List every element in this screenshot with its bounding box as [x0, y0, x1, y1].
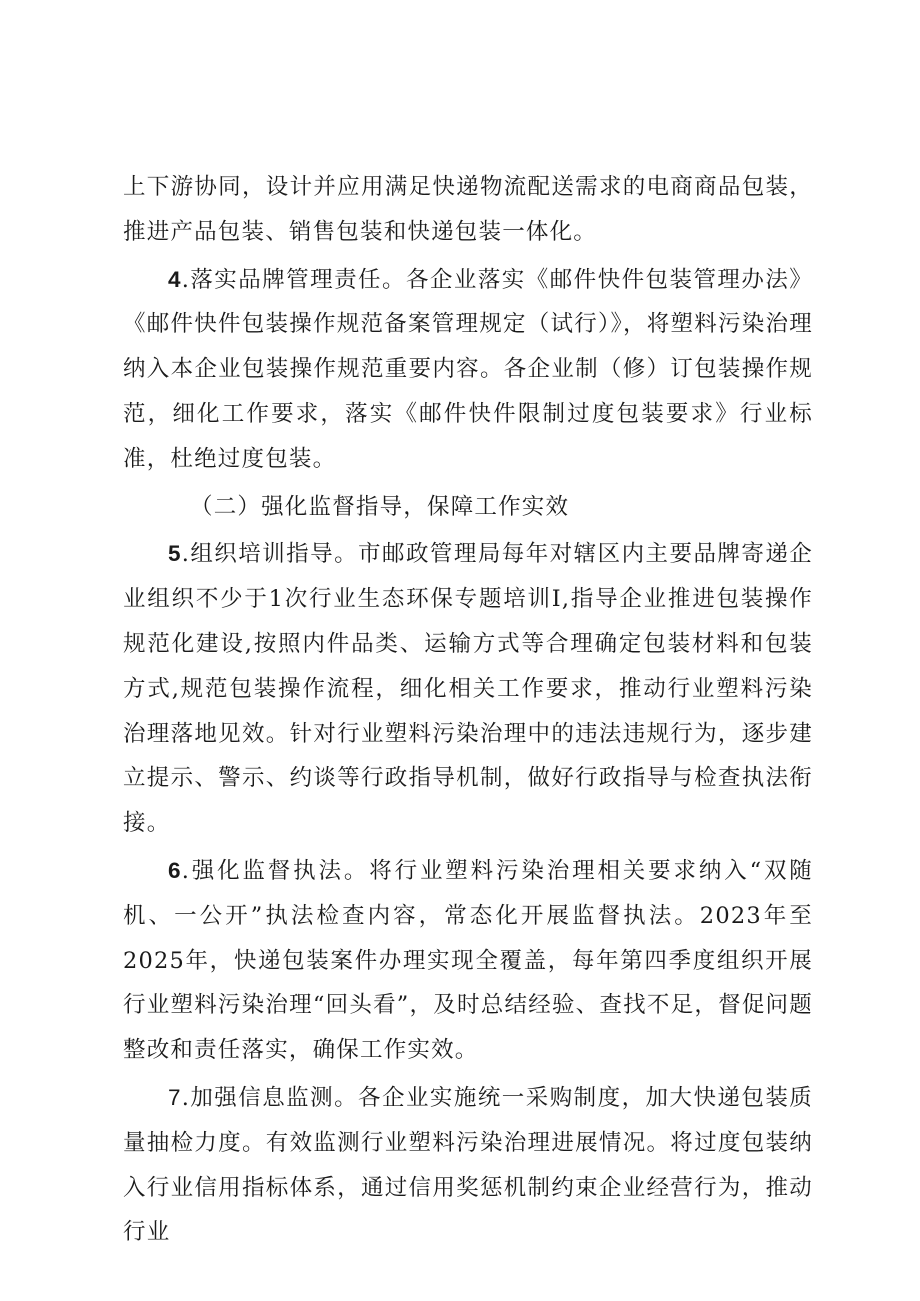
paragraph-continuation: 上下游协同，设计并应用满足快递物流配送需求的电商商品包装，推进产品包装、销售包装和快递包装一体化。 [123, 174, 813, 245]
item-text-4: .落实品牌管理责任。各企业落实《邮件快件包装管理办法》《邮件快件包装操作规范备案管理规定（试行）》，将塑料污染治理纳入本企业包装操作规范重要内容。各企业制（修）订包装操作规范，细化工作要求，落实《邮件快件限制过度包装要求》行业标准，杜绝过度包装。 [123, 266, 813, 472]
item-text-6: .强化监督执法。将行业塑料污染治理相关要求纳入“双随机、一公开”执法检查内容，常态化开展监督执法。2023年至2025年，快递包装案件办理实现全覆盖，每年第四季度组织开展行业塑料污染治理“回头看”，及时总结经验、查找不足，督促问题整改和责任落实，确保工作实效。 [123, 857, 813, 1064]
document-page [123, 165, 813, 1255]
item-number-6: 6 [168, 857, 182, 883]
paragraph-item-5 [123, 532, 813, 846]
item-text-7: .加强信息监测。各企业实施统一采购制度，加大快递包装质量抽检力度。有效监测行业塑料污染治理进展情况。将过度包装纳入行业信用指标体系，通过信用奖惩机制约束企业经营行为，推动行业 [123, 1084, 813, 1246]
paragraph-item-6 [123, 849, 813, 1073]
paragraph-item-7 [123, 1076, 813, 1255]
section-heading: （二）强化监督指导，保障工作实效 [190, 493, 570, 520]
item-number-5: 5 [168, 541, 182, 567]
item-number-4: 4 [168, 266, 182, 292]
paragraph-item-4 [123, 258, 813, 482]
item-number-7: 7 [168, 1084, 182, 1110]
item-text-5: .组织培训指导。市邮政管理局每年对辖区内主要品牌寄递企业组织不少于1次行业生态环保专题培训I,指导企业推进包装操作规范化建设,按照内件品类、运输方式等合理确定包装材料和包装方式,规范包装操作流程，细化相关工作要求，推动行业塑料污染治理落地见效。针对行业塑料污染治理中的违法违规行为，逐步建立提示、警示、约谈等行政指导机制，做好行政指导与检查执法衔接。 [123, 541, 813, 837]
